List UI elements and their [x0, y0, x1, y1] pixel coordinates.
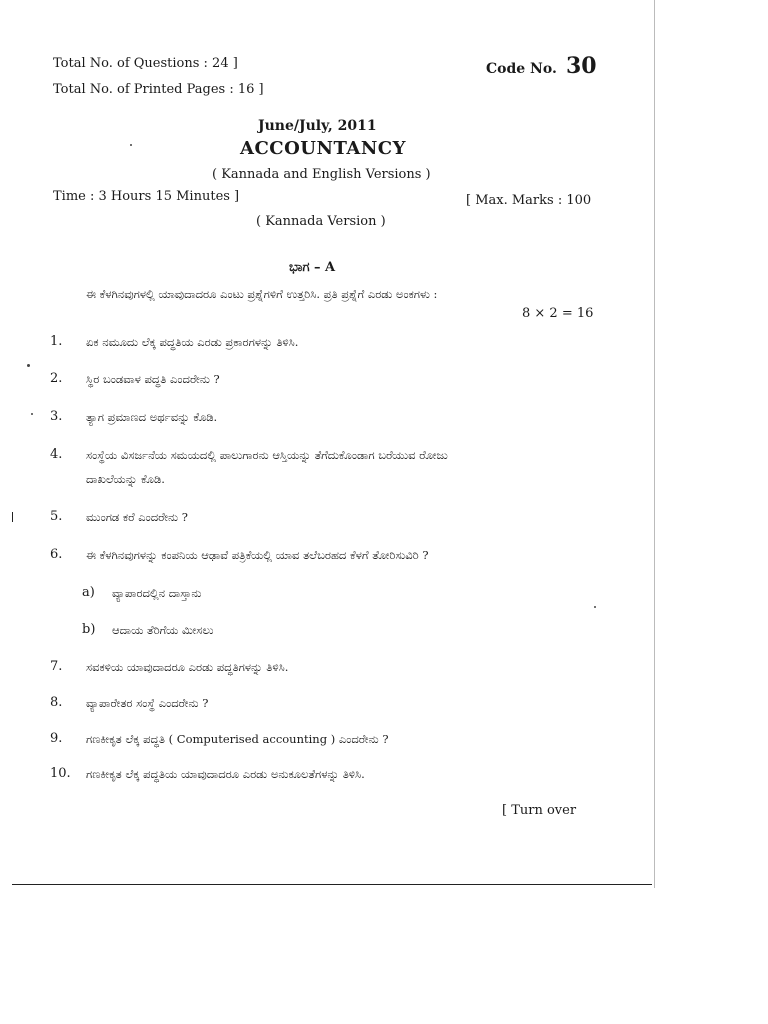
question-number: 1. — [50, 334, 63, 349]
question-number: 2. — [50, 371, 63, 386]
subitem-text: ಆದಾಯ ತೆರಿಗೆಯ ಮೀಸಲು — [112, 623, 214, 637]
question-text: ಸಂಸ್ಥೆಯ ವಿಸರ್ಜನೆಯ ಸಮಯದಲ್ಲಿ ಪಾಲುಗಾರನು ಆಸ್ತಿಯನ್ನು ತೆಗೆದುಕೊಂಡಾಗ ಬರೆಯುವ ರೋಜು — [86, 448, 448, 462]
version-note: ( Kannada Version ) — [256, 214, 386, 229]
question-number: 6. — [50, 547, 63, 562]
scan-speck — [31, 413, 33, 415]
code-number: 30 — [566, 53, 597, 79]
question-text: ಮುಂಗಡ ಕರೆ ಎಂದರೇನು ? — [86, 510, 188, 524]
question-text: ವ್ಯಾಪಾರೇತರ ಸಂಸ್ಥೆ ಎಂದರೇನು ? — [86, 696, 209, 710]
scan-bottom-edge — [12, 884, 652, 885]
question-text: ಸವಕಳಿಯ ಯಾವುದಾದರೂ ಎರಡು ಪದ್ಧತಿಗಳನ್ನು ತಿಳಿಸಿ. — [86, 660, 289, 674]
question-text: ಸ್ಥಿರ ಬಂಡವಾಳ ಪದ್ಧತಿ ಎಂದರೇನು ? — [86, 372, 220, 386]
scan-speck — [130, 144, 132, 146]
scan-speck — [27, 364, 30, 367]
question-text: ಈ ಕೆಳಗಿನವುಗಳನ್ನು ಕಂಪನಿಯ ಆಢಾವೆ ಪತ್ರಿಕೆಯಲ್ಲಿ ಯಾವ ತಲೆಬರಹದ ಕೆಳಗೆ ತೋರಿಸುವಿರಿ ? — [86, 548, 429, 562]
question-text: ಗಣಕೀಕೃತ ಲೆಕ್ಕ ಪದ್ಧತಿಯ ಯಾವುದಾದರೂ ಎರಡು ಅನುಕೂಲತೆಗಳನ್ನು ತಿಳಿಸಿ. — [86, 767, 365, 781]
part-instruction: ಈ ಕೆಳಗಿನವುಗಳಲ್ಲಿ ಯಾವುದಾದರೂ ಎಂಟು ಪ್ರಶ್ನೆಗಳಿಗೆ ಉತ್ತರಿಸಿ. ಪ್ರತಿ ಪ್ರಶ್ನೆಗೆ ಎರಡು ಅಂಕಗಳು : — [86, 287, 438, 301]
question-number: 10. — [50, 766, 71, 781]
question-text: ಏಕ ನಮೂದು ಲೆಕ್ಕ ಪದ್ಧತಿಯ ಎರಡು ಪ್ರಕಾರಗಳನ್ನು ತಿಳಿಸಿ. — [86, 335, 299, 349]
question-text: ಗಣಕೀಕೃತ ಲೆಕ್ಕ ಪದ್ಧತಿ ( Computerised accounting ) ಎಂದರೇನು ? — [86, 732, 389, 746]
question-number: 5. — [50, 509, 63, 524]
time-allowed: Time : 3 Hours 15 Minutes ] — [53, 189, 240, 204]
turn-over-note: [ Turn over — [502, 803, 577, 818]
part-marks: 8 × 2 = 16 — [522, 306, 594, 321]
question-number: 4. — [50, 447, 63, 462]
scan-speck — [594, 606, 596, 608]
question-number: 9. — [50, 731, 63, 746]
total-questions: Total No. of Questions : 24 ] — [53, 56, 238, 71]
scan-left-mark — [12, 512, 13, 522]
subitem-label: a) — [82, 585, 95, 600]
total-pages: Total No. of Printed Pages : 16 ] — [53, 82, 264, 97]
question-number: 7. — [50, 659, 63, 674]
versions-note: ( Kannada and English Versions ) — [212, 167, 431, 182]
subitem-text: ವ್ಯಾಪಾರದಲ್ಲಿನ ದಾಸ್ತಾನು — [112, 586, 202, 600]
exam-date: June/July, 2011 — [258, 118, 377, 134]
question-number: 8. — [50, 695, 63, 710]
question-text-continued: ದಾಖಲೆಯನ್ನು ಕೊಡಿ. — [86, 472, 165, 486]
max-marks: [ Max. Marks : 100 — [466, 193, 592, 208]
subitem-label: b) — [82, 622, 96, 637]
scan-right-edge — [654, 0, 655, 888]
question-number: 3. — [50, 409, 63, 424]
subject-title: ACCOUNTANCY — [240, 138, 406, 159]
question-text: ತ್ಯಾಗ ಪ್ರಮಾಣದ ಅರ್ಥವನ್ನು ಕೊಡಿ. — [86, 410, 218, 424]
part-heading: ಭಾಗ – A — [289, 260, 336, 275]
code-label: Code No. — [486, 61, 557, 77]
